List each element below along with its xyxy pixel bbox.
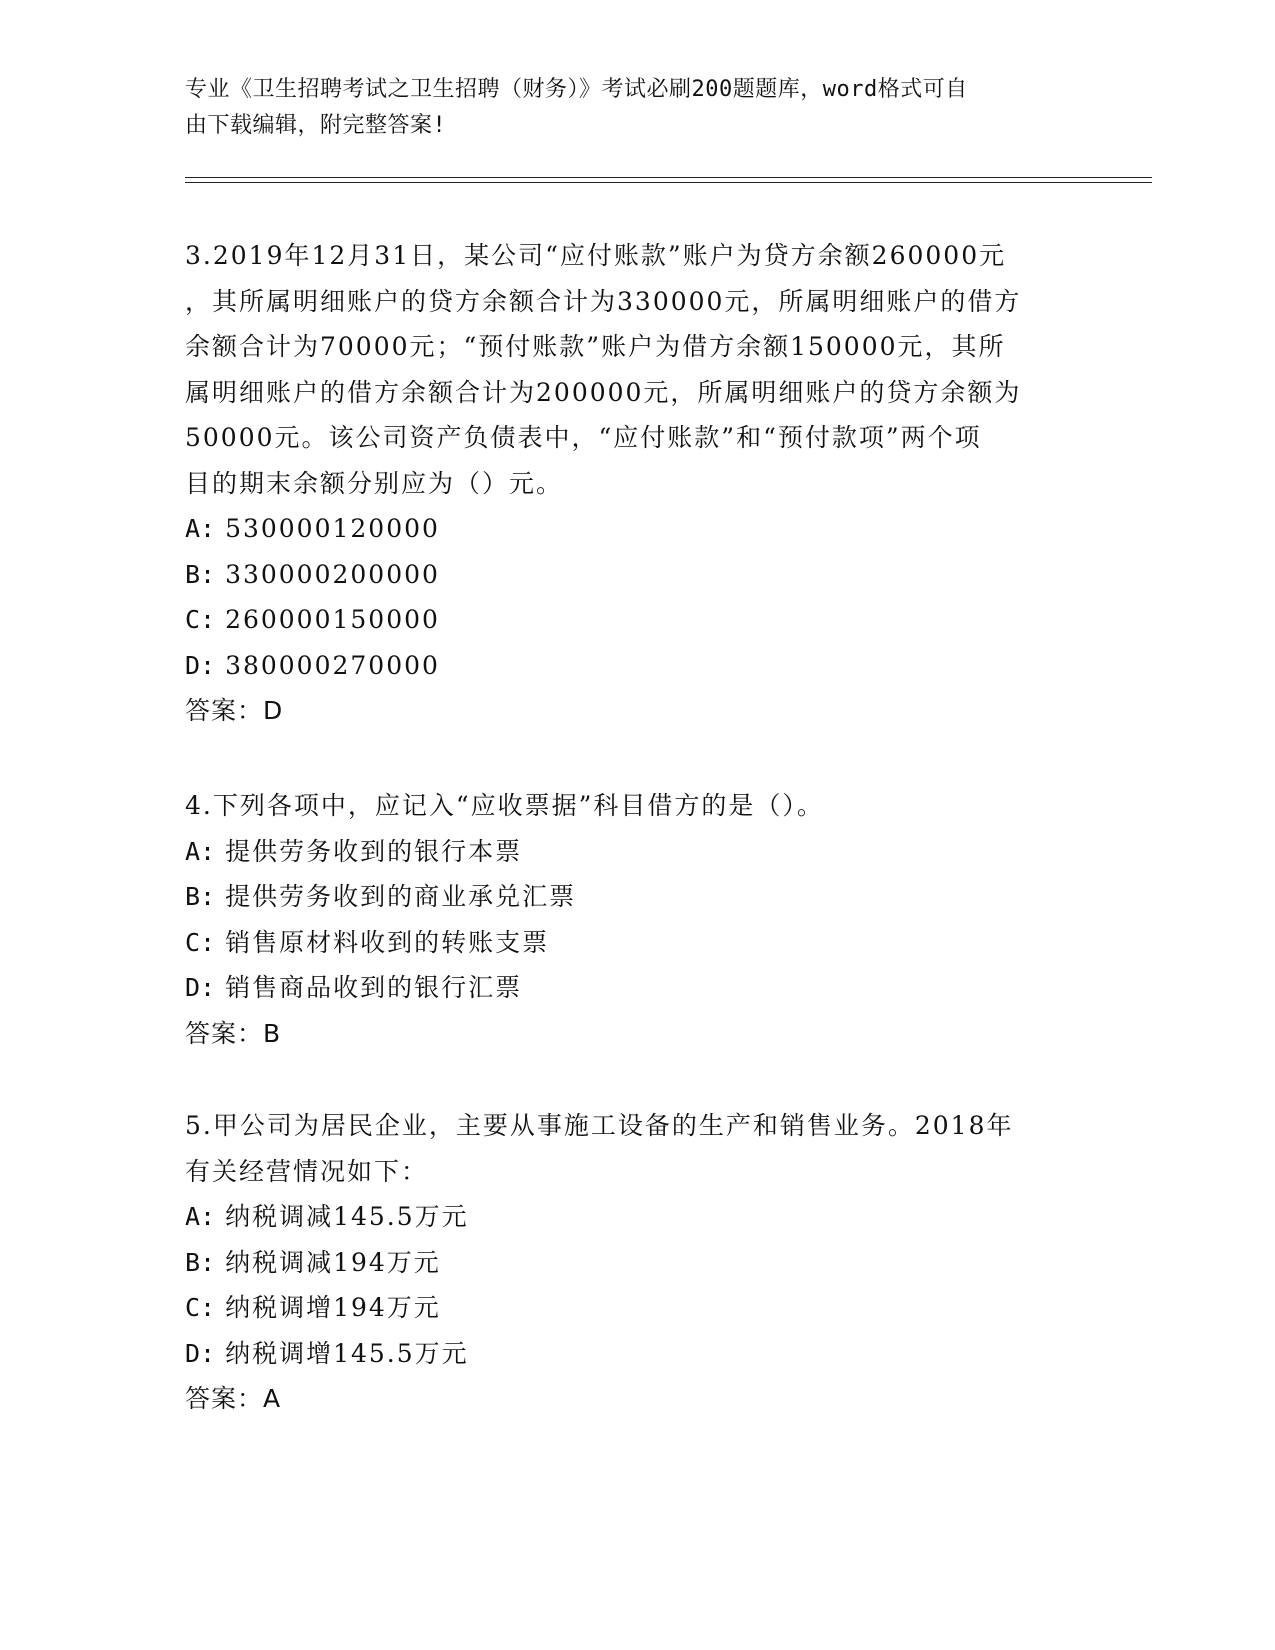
- document-header: [185, 72, 1065, 144]
- option-text: 销售商品收到的银行汇票: [225, 973, 523, 1002]
- option-text: 纳税调减145.5万元: [225, 1202, 469, 1231]
- option-a: [185, 506, 1085, 552]
- question-4: [185, 783, 1085, 1056]
- question-stem-line: ，其所属明细账户的贷方余额合计为330000元，所属明细账户的借方: [185, 286, 1022, 316]
- question-3: [185, 233, 1085, 734]
- option-text: 纳税调减194万元: [225, 1247, 441, 1277]
- option-d: [185, 1331, 1085, 1377]
- option-letter: A:: [185, 514, 216, 543]
- answer-line: 答案：B: [185, 1018, 282, 1048]
- option-d: [185, 965, 1085, 1011]
- option-letter: B:: [185, 1247, 216, 1277]
- question-stem-line: 50000元。该公司资产负债表中，“应付账款”和“预付款项”两个项: [185, 423, 982, 452]
- option-a: [185, 1194, 1085, 1240]
- option-b: [185, 1240, 1085, 1286]
- option-c: [185, 597, 1085, 643]
- option-d: [185, 643, 1085, 689]
- option-text: 260000150000: [225, 605, 440, 634]
- question-stem-line: 4.下列各项中，应记入“应收票据”科目借方的是（）。: [185, 791, 824, 820]
- option-c: [185, 920, 1085, 966]
- option-text: 纳税调增145.5万元: [225, 1338, 469, 1368]
- option-text: 提供劳务收到的银行本票: [225, 836, 523, 866]
- option-letter: B:: [185, 559, 216, 589]
- option-letter: B:: [185, 882, 216, 911]
- header-line-2: 由下载编辑，附完整答案!: [185, 113, 447, 138]
- question-stem-line: 目的期末余额分别应为（）元。: [185, 468, 564, 498]
- option-a: [185, 829, 1085, 875]
- option-letter: C:: [185, 605, 216, 634]
- option-b: [185, 552, 1085, 598]
- option-letter: C:: [185, 927, 216, 957]
- option-letter: D:: [185, 650, 216, 680]
- question-stem-line: 5.甲公司为居民企业，主要从事施工设备的生产和销售业务。2018年: [185, 1111, 1014, 1140]
- answer-line: 答案：D: [185, 696, 284, 725]
- question-stem-line: 属明细账户的借方余额合计为200000元，所属明细账户的贷方余额为: [185, 377, 1022, 407]
- option-text: 330000200000: [225, 559, 440, 589]
- option-text: 销售原材料收到的转账支票: [225, 927, 550, 957]
- option-letter: D:: [185, 1338, 216, 1368]
- question-stem-line: 3.2019年12月31日，某公司“应付账款”账户为贷方余额260000元: [185, 241, 1007, 270]
- option-text: 530000120000: [225, 514, 440, 543]
- question-5: [185, 1103, 1085, 1422]
- option-letter: A:: [185, 836, 216, 866]
- answer-line: 答案：A: [185, 1384, 282, 1413]
- option-text: 提供劳务收到的商业承兑汇票: [225, 882, 577, 911]
- option-letter: D:: [185, 973, 216, 1002]
- option-text: 纳税调增194万元: [225, 1293, 441, 1322]
- option-letter: A:: [185, 1202, 216, 1231]
- question-stem-line: 有关经营情况如下：: [185, 1156, 429, 1186]
- header-line-1: 专业《卫生招聘考试之卫生招聘（财务）》考试必刷200题题库，word格式可自: [185, 77, 968, 102]
- question-stem-line: 余额合计为70000元；“预付账款”账户为借方余额150000元，其所: [185, 332, 1006, 361]
- option-text: 380000270000: [225, 650, 440, 680]
- header-divider-bottom: [185, 182, 1152, 183]
- option-b: [185, 874, 1085, 920]
- option-letter: C:: [185, 1293, 216, 1322]
- option-c: [185, 1285, 1085, 1331]
- header-divider-top: [185, 177, 1152, 178]
